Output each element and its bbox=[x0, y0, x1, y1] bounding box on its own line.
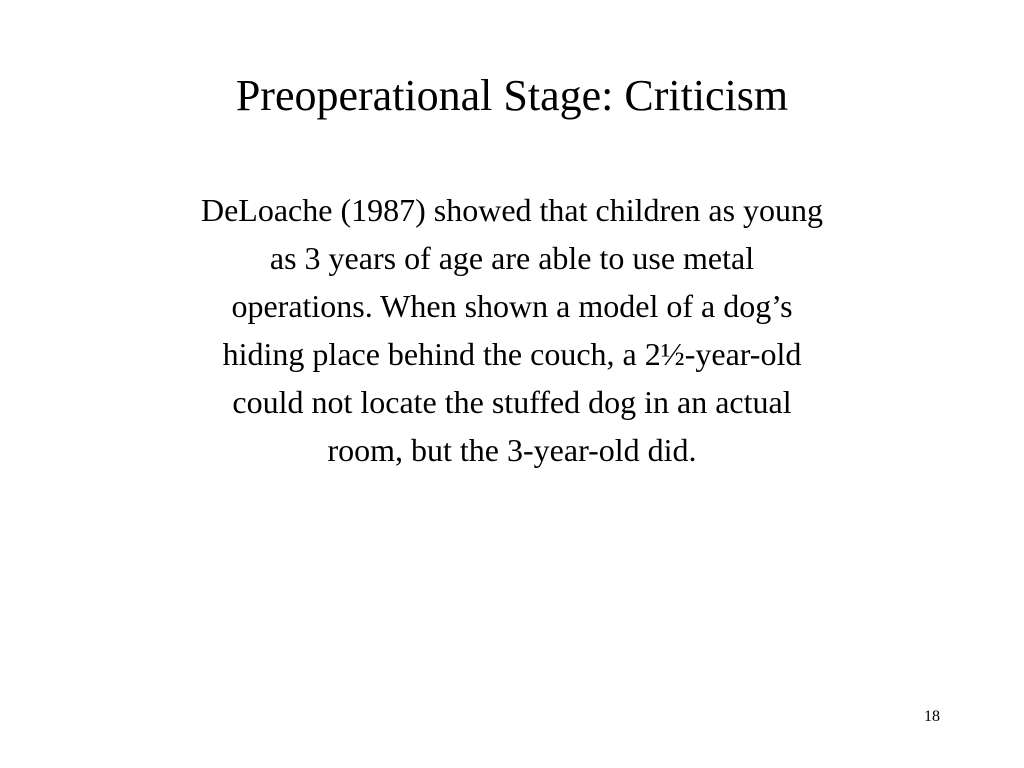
slide-number: 18 bbox=[924, 708, 940, 725]
body-line: operations. When shown a model of a dog’s bbox=[231, 288, 793, 324]
slide-body-paragraph bbox=[72, 186, 952, 474]
slide-title: Preoperational Stage: Criticism bbox=[235, 71, 789, 120]
body-line: as 3 years of age are able to use metal bbox=[269, 240, 755, 276]
body-line: could not locate the stuffed dog in an actual bbox=[232, 384, 792, 420]
body-line: DeLoache (1987) showed that children as young bbox=[200, 192, 824, 228]
body-line: room, but the 3-year-old did. bbox=[327, 432, 697, 468]
body-line: hiding place behind the couch, a 2½-year-old bbox=[222, 336, 802, 372]
